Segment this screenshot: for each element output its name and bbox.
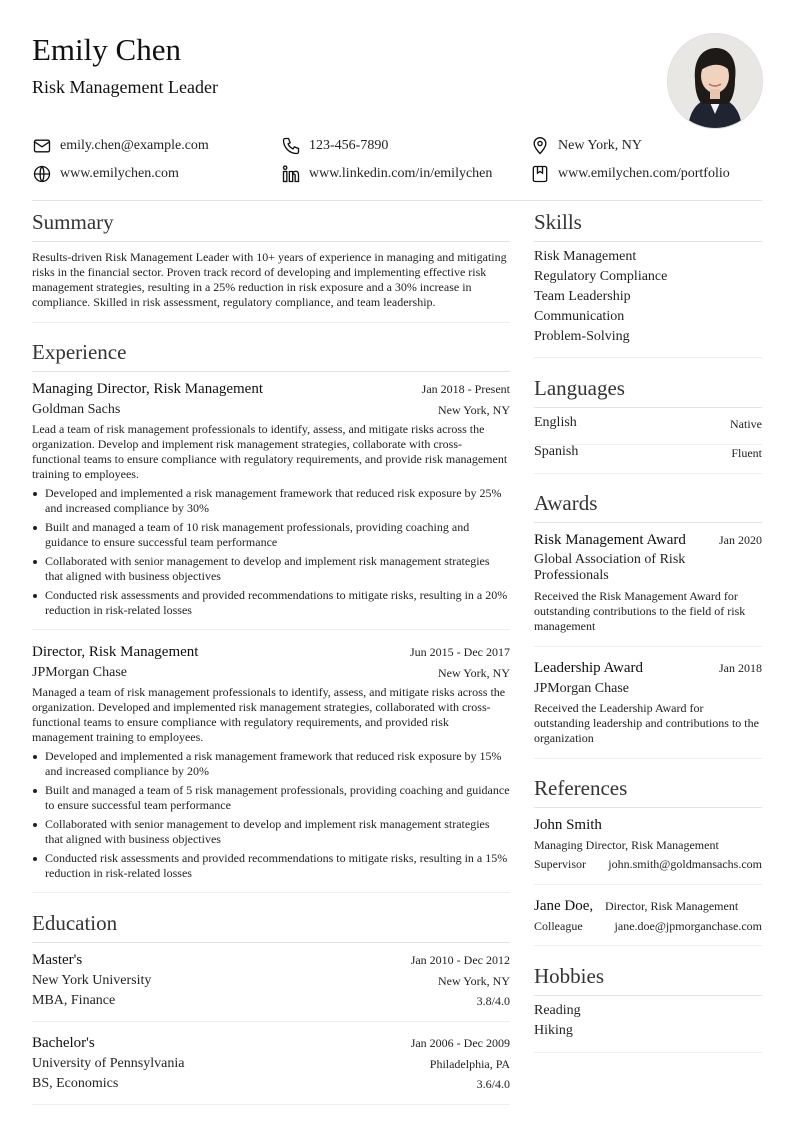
reference-relation: Supervisor <box>534 857 586 871</box>
job-company: Goldman Sachs <box>32 402 121 417</box>
edu-field: MBA, Finance <box>32 993 116 1008</box>
award-end <box>534 646 762 647</box>
job-location: New York, NY <box>437 666 510 680</box>
award-date: Jan 2018 <box>719 661 762 675</box>
award-description: Received the Risk Management Award for outstanding contributions to the field of risk management <box>534 589 746 633</box>
reference-position: Managing Director, Risk Management <box>534 838 719 852</box>
list-item: Developed and implemented a risk management framework that reduced risk exposure by 25% and increased compliance by 30% <box>32 486 510 516</box>
languages-heading: Languages <box>534 376 625 400</box>
hobbies-end <box>534 1052 762 1053</box>
edu-gpa: 3.6/4.0 <box>476 1077 510 1091</box>
award-issuer: Global Association of Risk Professionals <box>534 552 686 583</box>
language-name: English <box>534 415 577 430</box>
job-dates: Jun 2015 - Dec 2017 <box>410 645 510 659</box>
references-divider <box>534 807 762 808</box>
reference-name: John Smith <box>534 817 602 833</box>
hobbies-divider <box>534 995 762 996</box>
award-title: Risk Management Award <box>534 532 686 548</box>
edu-dates: Jan 2006 - Dec 2009 <box>410 1036 510 1050</box>
language-level: Native <box>730 417 762 431</box>
summary-text: Results-driven Risk Management Leader with 10+ years of experience in managing and mitigating risks in the financial sector. Proven track record of developing and implementing effective risk management strategies, resulting in a 25% reduction in risk exposure and a 30% increase in compliance. Skilled in risk assessment, regulatory compliance, and team leadership. <box>32 250 507 309</box>
experience-heading: Experience <box>32 340 127 364</box>
job-dates: Jan 2018 - Present <box>421 382 510 396</box>
reference-name: Jane Doe, <box>534 898 594 914</box>
skill-item: Team Leadership <box>534 289 631 304</box>
right-column <box>534 0 762 1123</box>
list-item: Collaborated with senior management to develop and implement risk management strategies that aligned with business objectives <box>32 817 510 847</box>
award-issuer: JPMorgan Chase <box>534 681 630 696</box>
experience-divider <box>32 371 510 372</box>
edu-school: New York University <box>32 973 152 988</box>
edu-location: Philadelphia, PA <box>429 1057 510 1071</box>
edu-field: BS, Economics <box>32 1076 119 1091</box>
job-company: JPMorgan Chase <box>32 665 128 680</box>
education-divider <box>32 942 510 943</box>
left-column <box>32 0 510 1123</box>
job-description: Lead a team of risk management professionals to identify, assess, and mitigate risks across the organization. Develop and implement risk management strategies, collaborate with cross-functional teams to ensure compliance with regulatory requirements, and provide risk management training to employees. <box>32 422 508 481</box>
edu-dates: Jan 2010 - Dec 2012 <box>410 953 510 967</box>
contact-linkedin-text: www.linkedin.com/in/emilychen <box>309 166 493 181</box>
edu-end <box>32 1021 510 1022</box>
edu-gpa: 3.8/4.0 <box>476 994 510 1008</box>
awards-divider <box>534 522 762 523</box>
reference-email[interactable]: john.smith@goldmansachs.com <box>608 857 762 871</box>
skills-divider <box>534 241 762 242</box>
job-role: Director, Risk Management <box>32 644 199 660</box>
edu-school: University of Pennsylvania <box>32 1056 185 1071</box>
languages-divider <box>534 407 762 408</box>
reference-position: Director, Risk Management <box>605 899 739 913</box>
experience-end <box>32 892 510 893</box>
award-description: Received the Leadership Award for outstanding leadership and contributions to the organization <box>534 701 759 745</box>
list-item: Conducted risk assessments and provided recommendations to mitigate risks, resulting in a 20% reduction in risk-related losses <box>32 588 510 618</box>
contact-phone-text: 123-456-7890 <box>309 138 389 153</box>
job-location: New York, NY <box>437 403 510 417</box>
hobbies-heading: Hobbies <box>534 964 604 988</box>
education-heading: Education <box>32 911 118 935</box>
references-heading: References <box>534 776 628 800</box>
languages-end <box>534 473 762 474</box>
job-description: Managed a team of risk management professionals to identify, assess, and mitigate risks across the organization. Developed and implemented risk management strategies, collaborated with cross-functional teams to ensure compliance with regulatory requirements, and provided risk management training to employees. <box>32 685 506 744</box>
edu-location: New York, NY <box>437 974 510 988</box>
skill-item: Communication <box>534 309 625 324</box>
language-name: Spanish <box>534 444 579 459</box>
award-title: Leadership Award <box>534 660 643 676</box>
list-item: Built and managed a team of 10 risk management professionals, providing coaching and guidance to ensure successful team performance <box>32 520 510 550</box>
candidate-name: Emily Chen <box>32 32 181 67</box>
summary-end <box>32 322 510 323</box>
education-end <box>32 1104 510 1105</box>
summary-divider <box>32 241 510 242</box>
contact-portfolio-text: www.emilychen.com/portfolio <box>558 166 730 181</box>
candidate-title: Risk Management Leader <box>32 77 218 97</box>
job-bullets <box>32 486 510 622</box>
reference-relation: Colleague <box>534 919 583 933</box>
skill-item: Regulatory Compliance <box>534 269 668 284</box>
reference-email[interactable]: jane.doe@jpmorganchase.com <box>614 919 762 933</box>
job-role: Managing Director, Risk Management <box>32 381 264 397</box>
hobby-item: Hiking <box>534 1023 573 1038</box>
list-item: Built and managed a team of 5 risk management professionals, providing coaching and guidance to ensure successful team performance <box>32 783 510 813</box>
award-date: Jan 2020 <box>719 533 762 547</box>
skill-item: Risk Management <box>534 249 637 264</box>
contact-email-text: emily.chen@example.com <box>60 138 209 153</box>
contact-website-text: www.emilychen.com <box>60 166 179 181</box>
reference-end <box>534 884 762 885</box>
skills-heading: Skills <box>534 210 582 234</box>
hobby-item: Reading <box>534 1003 581 1018</box>
summary-heading: Summary <box>32 210 114 234</box>
references-end <box>534 945 762 946</box>
awards-end <box>534 758 762 759</box>
edu-degree: Master's <box>32 952 83 968</box>
job-bullets <box>32 749 510 885</box>
edu-degree: Bachelor's <box>32 1035 95 1051</box>
awards-heading: Awards <box>534 491 598 515</box>
contact-location-text: New York, NY <box>558 138 643 153</box>
list-item: Conducted risk assessments and provided recommendations to mitigate risks, resulting in a 15% reduction in risk-related losses <box>32 851 510 881</box>
list-item: Collaborated with senior management to develop and implement risk management strategies that aligned with business objectives <box>32 554 510 584</box>
job-end <box>32 629 510 630</box>
skills-end <box>534 357 762 358</box>
list-item: Developed and implemented a risk management framework that reduced risk exposure by 15% and increased compliance by 20% <box>32 749 510 779</box>
language-level: Fluent <box>731 446 762 460</box>
skill-item: Problem-Solving <box>534 329 630 344</box>
